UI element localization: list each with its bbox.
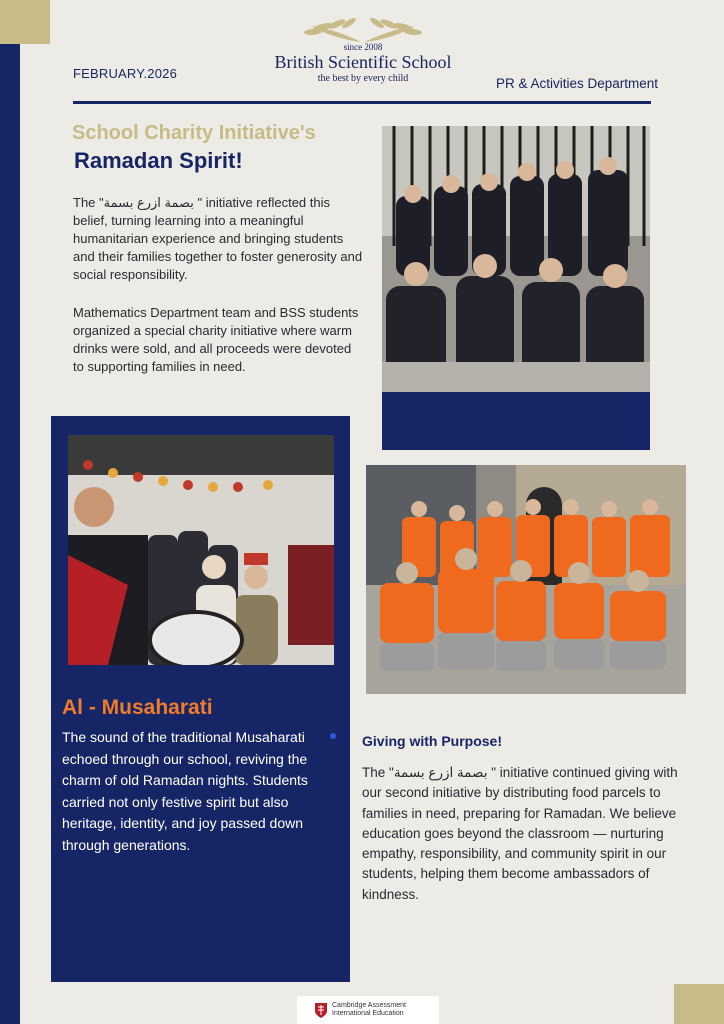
department-name: PR & Activities Department [496,76,659,91]
logo-school-name: British Scientific School [274,52,452,72]
charity-group-photo [382,126,650,392]
header-divider [73,101,651,104]
article1-paragraph1: The "بصمة ازرع بسمة " initiative reflected this belief, turning learning into a meaningful humanitarian experience and bringing students and their families together to foster generosity and social responsibility. [73,195,363,282]
cambridge-partner-logo [297,996,439,1024]
partner-line2: International Education [332,1010,404,1017]
school-logo [255,18,471,84]
article1-title-line2: Ramadan Spirit! [74,148,243,173]
decorative-dot [330,733,336,739]
article2-title: Al - Musaharati [62,696,213,719]
food-parcels-group-photo [366,465,686,694]
article3-title: Giving with Purpose! [362,733,503,749]
article1-paragraph2: Mathematics Department team and BSS students organized a special charity initiative where warm drinks were sold, and all proceeds were devoted to supporting families in need. [73,305,359,374]
corner-accent-bottom-right [674,984,724,1024]
partner-line1: Cambridge Assessment [332,1002,406,1009]
side-bar [0,44,20,1024]
issue-date: FEBRUARY.2026 [73,66,178,81]
logo-tagline: the best by every child [317,73,409,84]
photo-caption-strip [382,392,650,450]
article3-text: The "بصمة ازرع بسمة " initiative continued giving with our second initiative by distributing food parcels to families in need, preparing for Ramadan. We believe education goes beyond the classroom — nurturing empathy, responsibility, and community spirit in our students, helping them become ambassadors of kindness. [362,765,678,902]
laurel-wreath-icon [283,18,443,44]
corner-accent-top-left [0,0,50,44]
musaharati-photo [68,435,334,665]
cambridge-shield-icon [315,1003,327,1018]
article2-text: The sound of the traditional Musaharati echoed through our school, reviving the charm of old Ramadan nights. Students carried not only festive spirit but also heritage, identity, and joy passed down through generations. [62,729,308,853]
article1-title-line1: School Charity Initiative's [72,122,316,144]
logo-since: since 2008 [343,42,383,52]
